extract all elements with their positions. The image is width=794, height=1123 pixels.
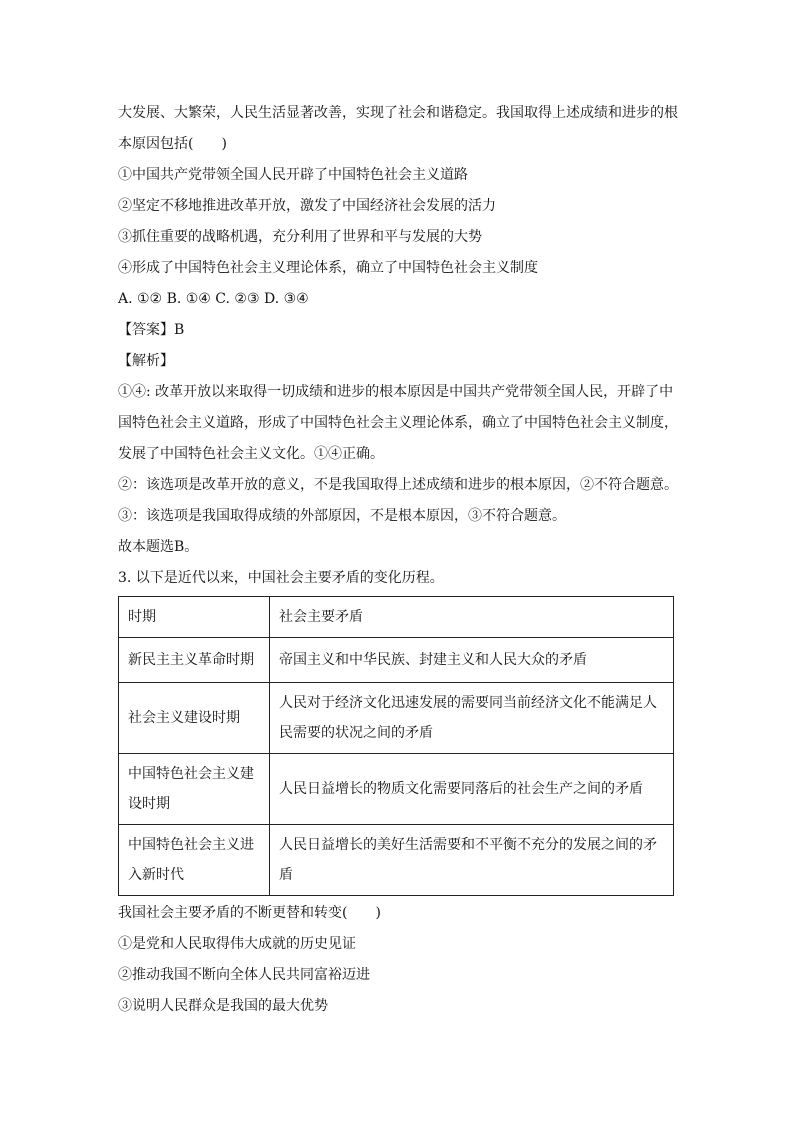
question-2-conclusion: 故本题选B。 — [118, 539, 199, 555]
table-header-row — [119, 597, 674, 638]
question-2-choices: A. ①② B. ①④ C. ②③ D. ③④ — [118, 291, 309, 307]
question-2-option-4: ④形成了中国特色社会主义理论体系，确立了中国特色社会主义制度 — [118, 260, 538, 276]
table-cell-period: 社会主义建设时期 — [119, 683, 270, 754]
question-2-analysis-p1-line-2: 国特色社会主义道路，形成了中国特色社会主义理论体系，确立了中国特色社会主义制度， — [118, 415, 678, 431]
question-2-option-1: ①中国共产党带领全国人民开辟了中国特色社会主义道路 — [118, 167, 468, 183]
table-cell-period: 新民主主义革命时期 — [119, 638, 270, 683]
question-3-option-1: ①是党和人民取得伟大成就的历史见证 — [118, 936, 356, 952]
table-row — [119, 683, 674, 754]
table-cell-contradiction: 人民日益增长的物质文化需要同落后的社会生产之间的矛盾 — [270, 754, 674, 825]
table-cell-contradiction: 帝国主义和中华民族、封建主义和人民大众的矛盾 — [270, 638, 674, 683]
question-2-analysis-p1-line-3: 发展了中国特色社会主义文化。①④正确。 — [118, 446, 384, 462]
question-3-option-2: ②推动我国不断向全体人民共同富裕迈进 — [118, 967, 370, 983]
table-row — [119, 825, 674, 896]
table-cell-period: 中国特色社会主义建设时期 — [119, 754, 270, 825]
table-cell-contradiction: 人民日益增长的美好生活需要和不平衡不充分的发展之间的矛盾 — [270, 825, 674, 896]
question-2-analysis-p1-line-1: ①④: 改革开放以来取得一切成绩和进步的根本原因是中国共产党带领全国人民，开辟了中 — [118, 384, 674, 400]
document-page — [118, 98, 678, 1022]
table-header-contradiction: 社会主要矛盾 — [270, 597, 674, 638]
question-2-answer: 【答案】B — [118, 322, 185, 338]
question-3-title: 3. 以下是近代以来，中国社会主要矛盾的变化历程。 — [118, 570, 444, 586]
contradiction-table — [118, 596, 674, 896]
table-cell-contradiction: 人民对于经济文化迅速发展的需要同当前经济文化不能满足人民需要的状况之间的矛盾 — [270, 683, 674, 754]
question-2-option-3: ③抓住重要的战略机遇，充分利用了世界和平与发展的大势 — [118, 229, 482, 245]
question-2-option-2: ②坚定不移地推进改革开放，激发了中国经济社会发展的活力 — [118, 198, 496, 214]
question-3-option-3: ③说明人民群众是我国的最大优势 — [118, 998, 328, 1014]
question-3-stem: 我国社会主要矛盾的不断更替和转变( ) — [118, 905, 381, 921]
table-row — [119, 638, 674, 683]
question-2-stem-line-1: 大发展、大繁荣，人民生活显著改善，实现了社会和谐稳定。我国取得上述成绩和进步的根 — [118, 105, 678, 121]
question-2-stem-line-2: 本原因包括( ) — [118, 136, 227, 152]
question-2-analysis-label: 【解析】 — [118, 353, 174, 369]
table-header-period: 时期 — [119, 597, 270, 638]
table-cell-period: 中国特色社会主义进入新时代 — [119, 825, 270, 896]
question-2-analysis-p3: ③：该选项是我国取得成绩的外部原因，不是根本原因，③不符合题意。 — [118, 508, 566, 524]
question-2-analysis-p2: ②：该选项是改革开放的意义，不是我国取得上述成绩和进步的根本原因，②不符合题意。 — [118, 477, 678, 493]
table-row — [119, 754, 674, 825]
